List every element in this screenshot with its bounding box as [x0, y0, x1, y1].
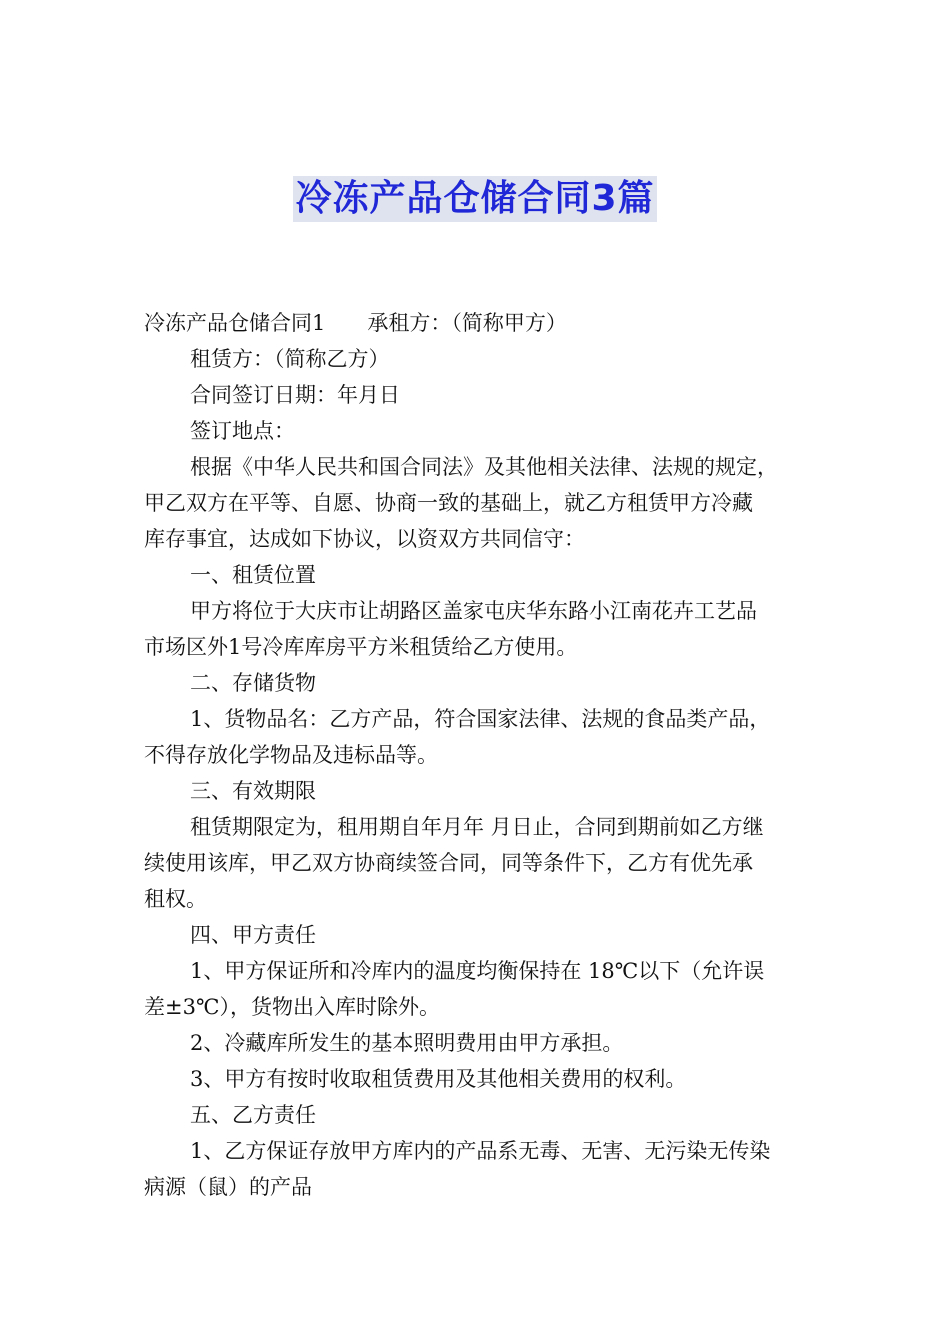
body-line: 租赁方：（简称乙方）	[190, 347, 390, 371]
body-line: 租权。	[144, 887, 207, 911]
contract-heading: 冷冻产品仓储合同1	[144, 311, 326, 335]
body-line: 甲方将位于大庆市让胡路区盖家屯庆华东路小江南花卉工艺品	[190, 599, 757, 623]
body-line: 根据《中华人民共和国合同法》及其他相关法律、法规的规定，	[190, 455, 778, 479]
body-line: 库存事宜，达成如下协议，以资双方共同信守：	[144, 527, 585, 551]
section-heading: 四、甲方责任	[190, 923, 316, 947]
section-heading: 三、有效期限	[190, 779, 316, 803]
body-line: 租赁期限定为，租用期自年月年 月日止，合同到期前如乙方继	[190, 815, 764, 839]
body-line: 不得存放化学物品及违标品等。	[144, 743, 438, 767]
body-line: 差±3℃），货物出入库时除外。	[144, 995, 440, 1019]
body-line: 合同签订日期：年月日	[190, 383, 400, 407]
section-heading: 二、存储货物	[190, 671, 316, 695]
body-line: 病源（鼠）的产品	[144, 1175, 312, 1199]
body-line: 1、货物品名：乙方产品，符合国家法律、法规的食品类产品，	[190, 707, 771, 731]
title-wrapper	[0, 176, 950, 222]
body-line: 市场区外1号冷库库房平方米租赁给乙方使用。	[144, 635, 578, 659]
body-line: 1、乙方保证存放甲方库内的产品系无毒、无害、无污染无传染	[190, 1139, 771, 1163]
body-line: 2、冷藏库所发生的基本照明费用由甲方承担。	[190, 1031, 624, 1055]
body-line: 签订地点：	[190, 419, 295, 443]
body-line: 3、甲方有按时收取租赁费用及其他相关费用的权利。	[190, 1067, 687, 1091]
section-heading: 一、租赁位置	[190, 563, 316, 587]
body-line: 甲乙双方在平等、自愿、协商一致的基础上，就乙方租赁甲方冷藏	[144, 491, 753, 515]
document-title: 冷冻产品仓储合同3篇	[293, 176, 656, 222]
body-line: 1、甲方保证所和冷库内的温度均衡保持在 18℃以下（允许误	[190, 959, 765, 983]
body-line: 续使用该库，甲乙双方协商续签合同，同等条件下，乙方有优先承	[144, 851, 753, 875]
section-heading: 五、乙方责任	[190, 1103, 316, 1127]
contract-body	[144, 305, 814, 1205]
body-line	[144, 305, 814, 341]
lessee-label: 承租方：（简称甲方）	[367, 311, 567, 335]
